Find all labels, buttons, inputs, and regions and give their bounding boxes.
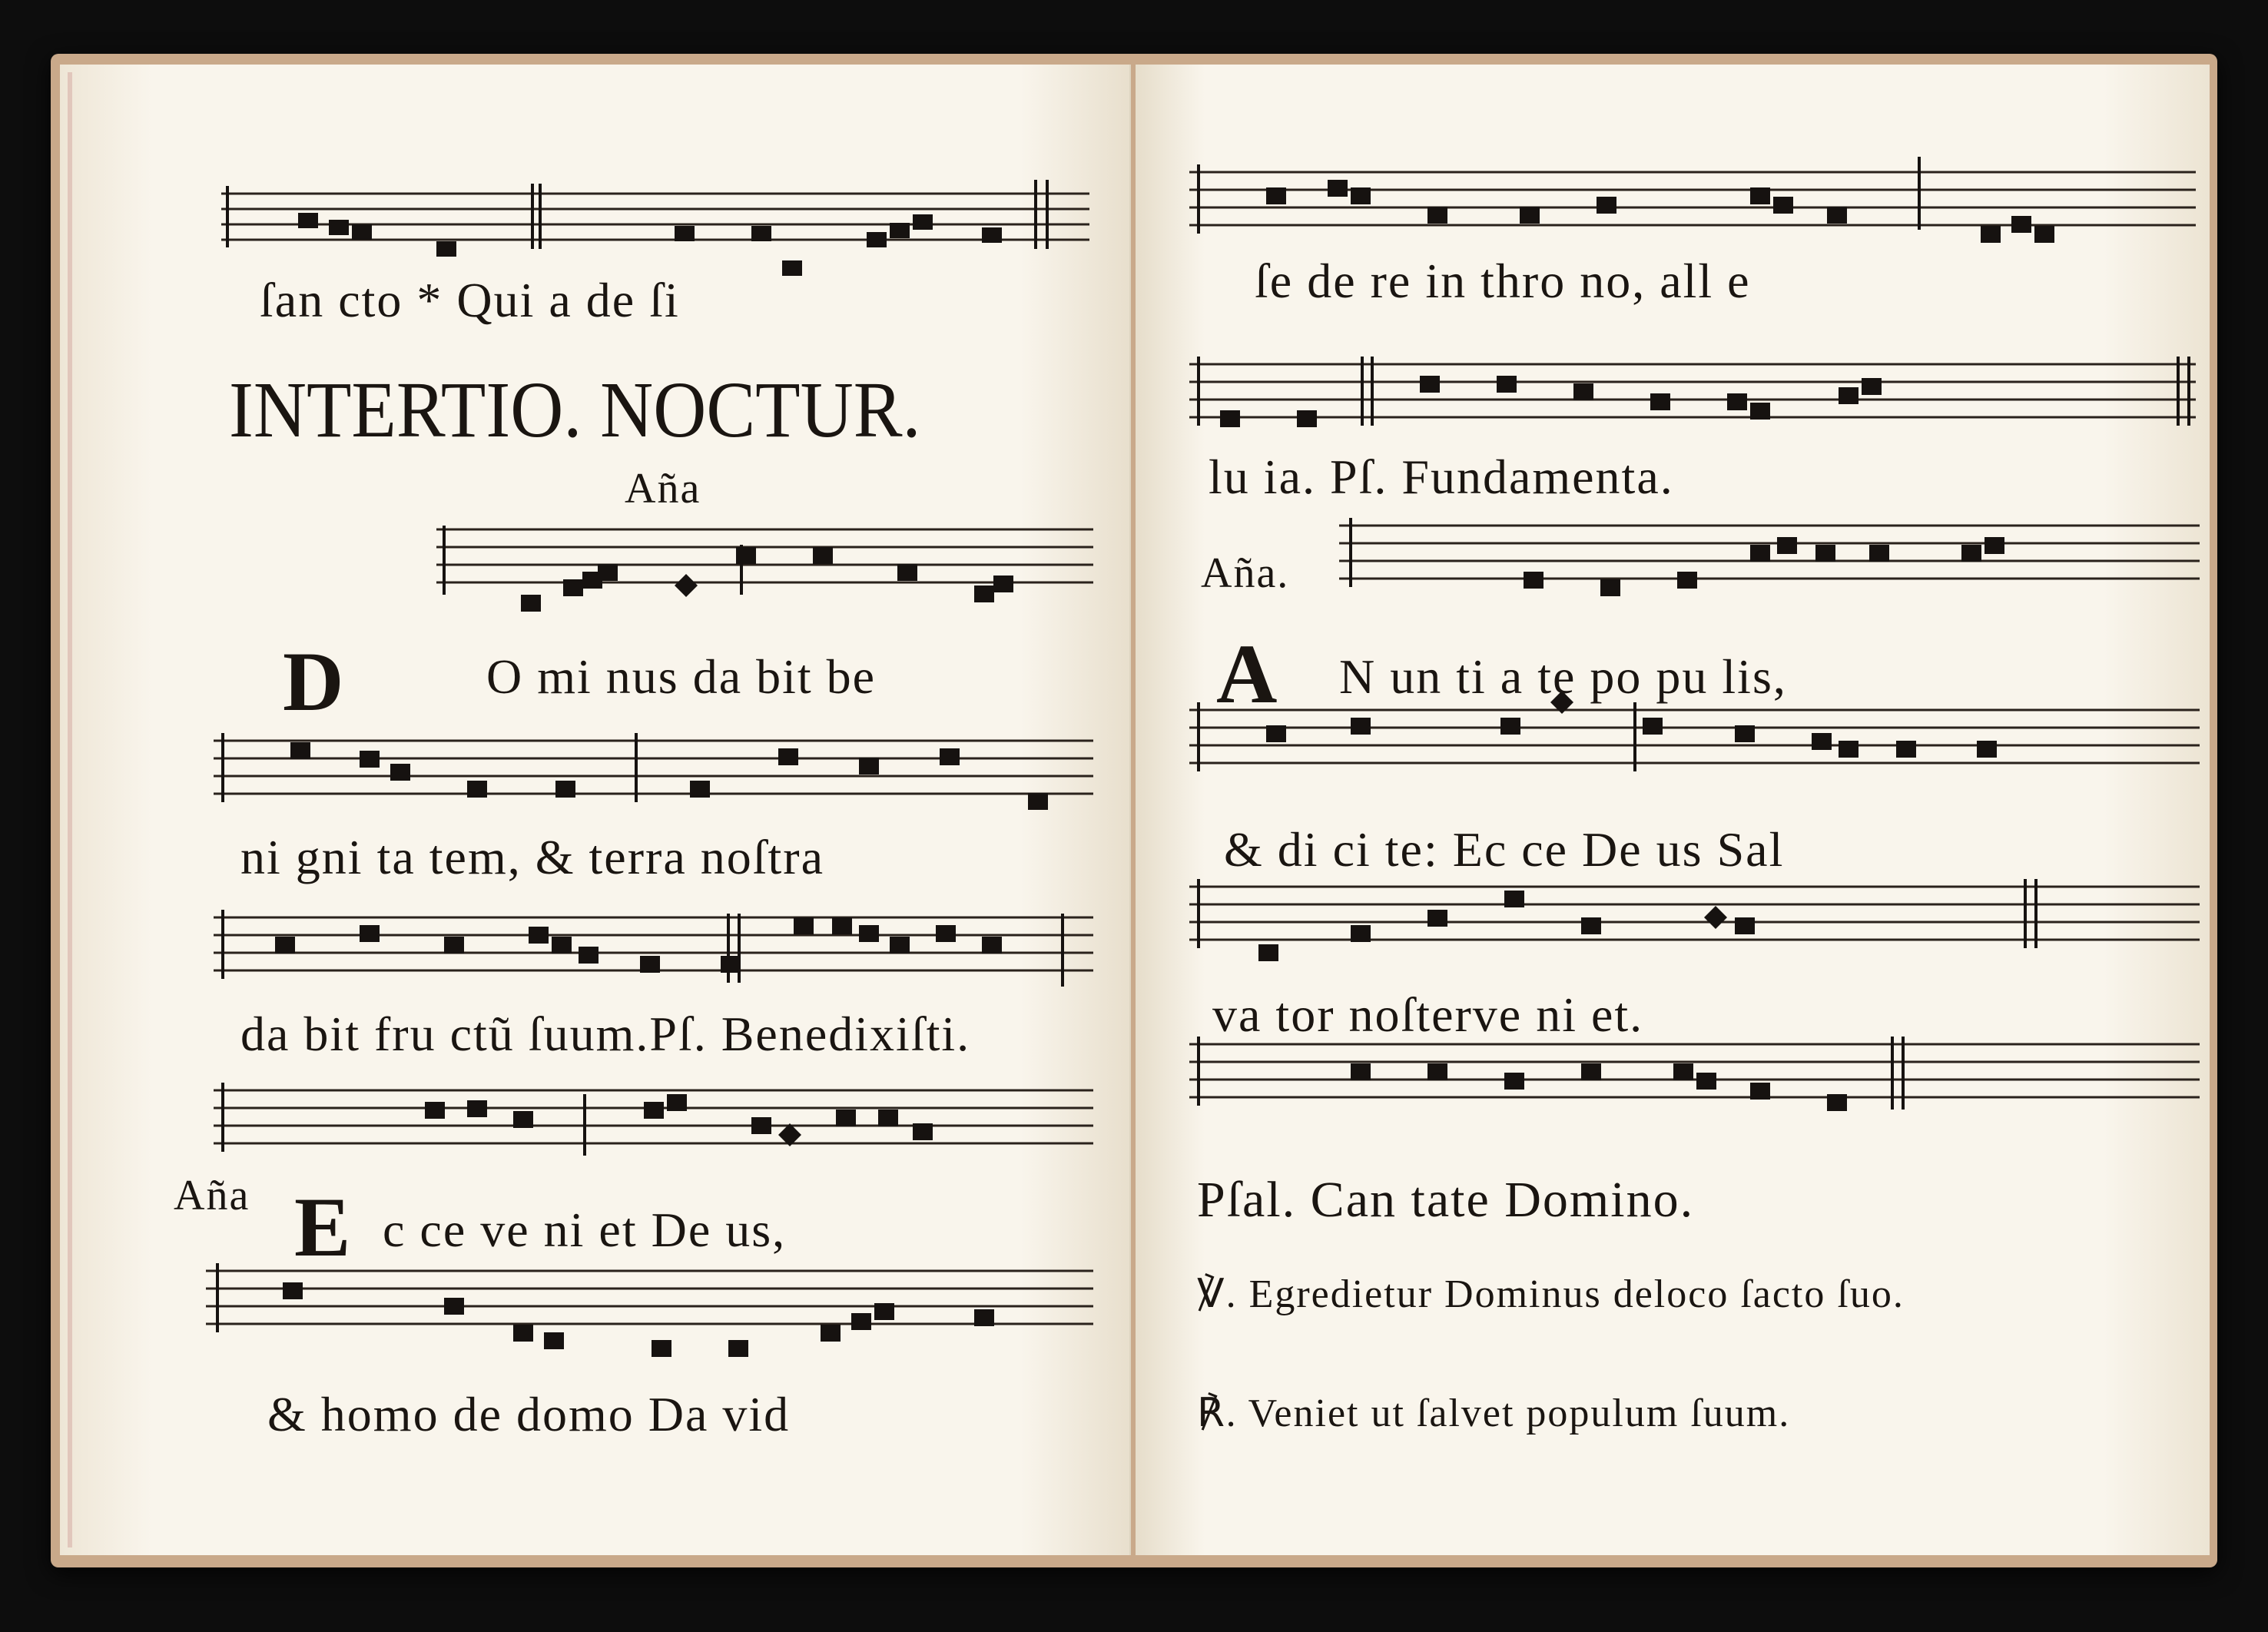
response-line: ℟. Veniet ut ſalvet populum ſuum. [1197, 1392, 1791, 1435]
lyric-line: c ce ve ni et De us, [383, 1202, 787, 1257]
lyric-line: & homo de domo Da vid [267, 1387, 791, 1441]
lyric-line: ſe de re in thro no, all e [1255, 254, 1751, 308]
lyric-line: ſan cto * Qui a de ſi [260, 273, 680, 327]
lyric-line: da bit fru ctũ ſuum.Pſ. Benedixiſti. [240, 1007, 971, 1061]
lyric-line: O mi nus da bit be [486, 649, 877, 704]
open-book [51, 54, 2217, 1567]
section-heading: INTERTIO. NOCTUR. [229, 366, 921, 454]
lyric-line: & di ci te: Ec ce De us Sal [1224, 822, 1785, 877]
left-page [60, 65, 1131, 1555]
initial-letter: D [283, 635, 346, 728]
initial-letter: A [1216, 627, 1279, 721]
lyric-line: va tor noſterve ni et. [1212, 987, 1644, 1042]
psalm-line: Pſal. Can tate Domino. [1197, 1172, 1695, 1228]
lyric-line: N un ti a te po pu lis, [1339, 649, 1787, 704]
lyric-line: lu ia. Pſ. Fundamenta. [1209, 449, 1674, 504]
antiphon-label: Aña [625, 465, 701, 512]
antiphon-label: Aña. [1201, 549, 1290, 597]
versicle-line: ℣. Egredietur Dominus deloco ſacto ſuo. [1197, 1272, 1905, 1316]
initial-letter: E [294, 1180, 353, 1274]
lyric-line: ni gni ta tem, & terra noſtra [240, 830, 824, 884]
antiphon-label: Aña [174, 1172, 250, 1219]
right-page [1136, 65, 2210, 1555]
